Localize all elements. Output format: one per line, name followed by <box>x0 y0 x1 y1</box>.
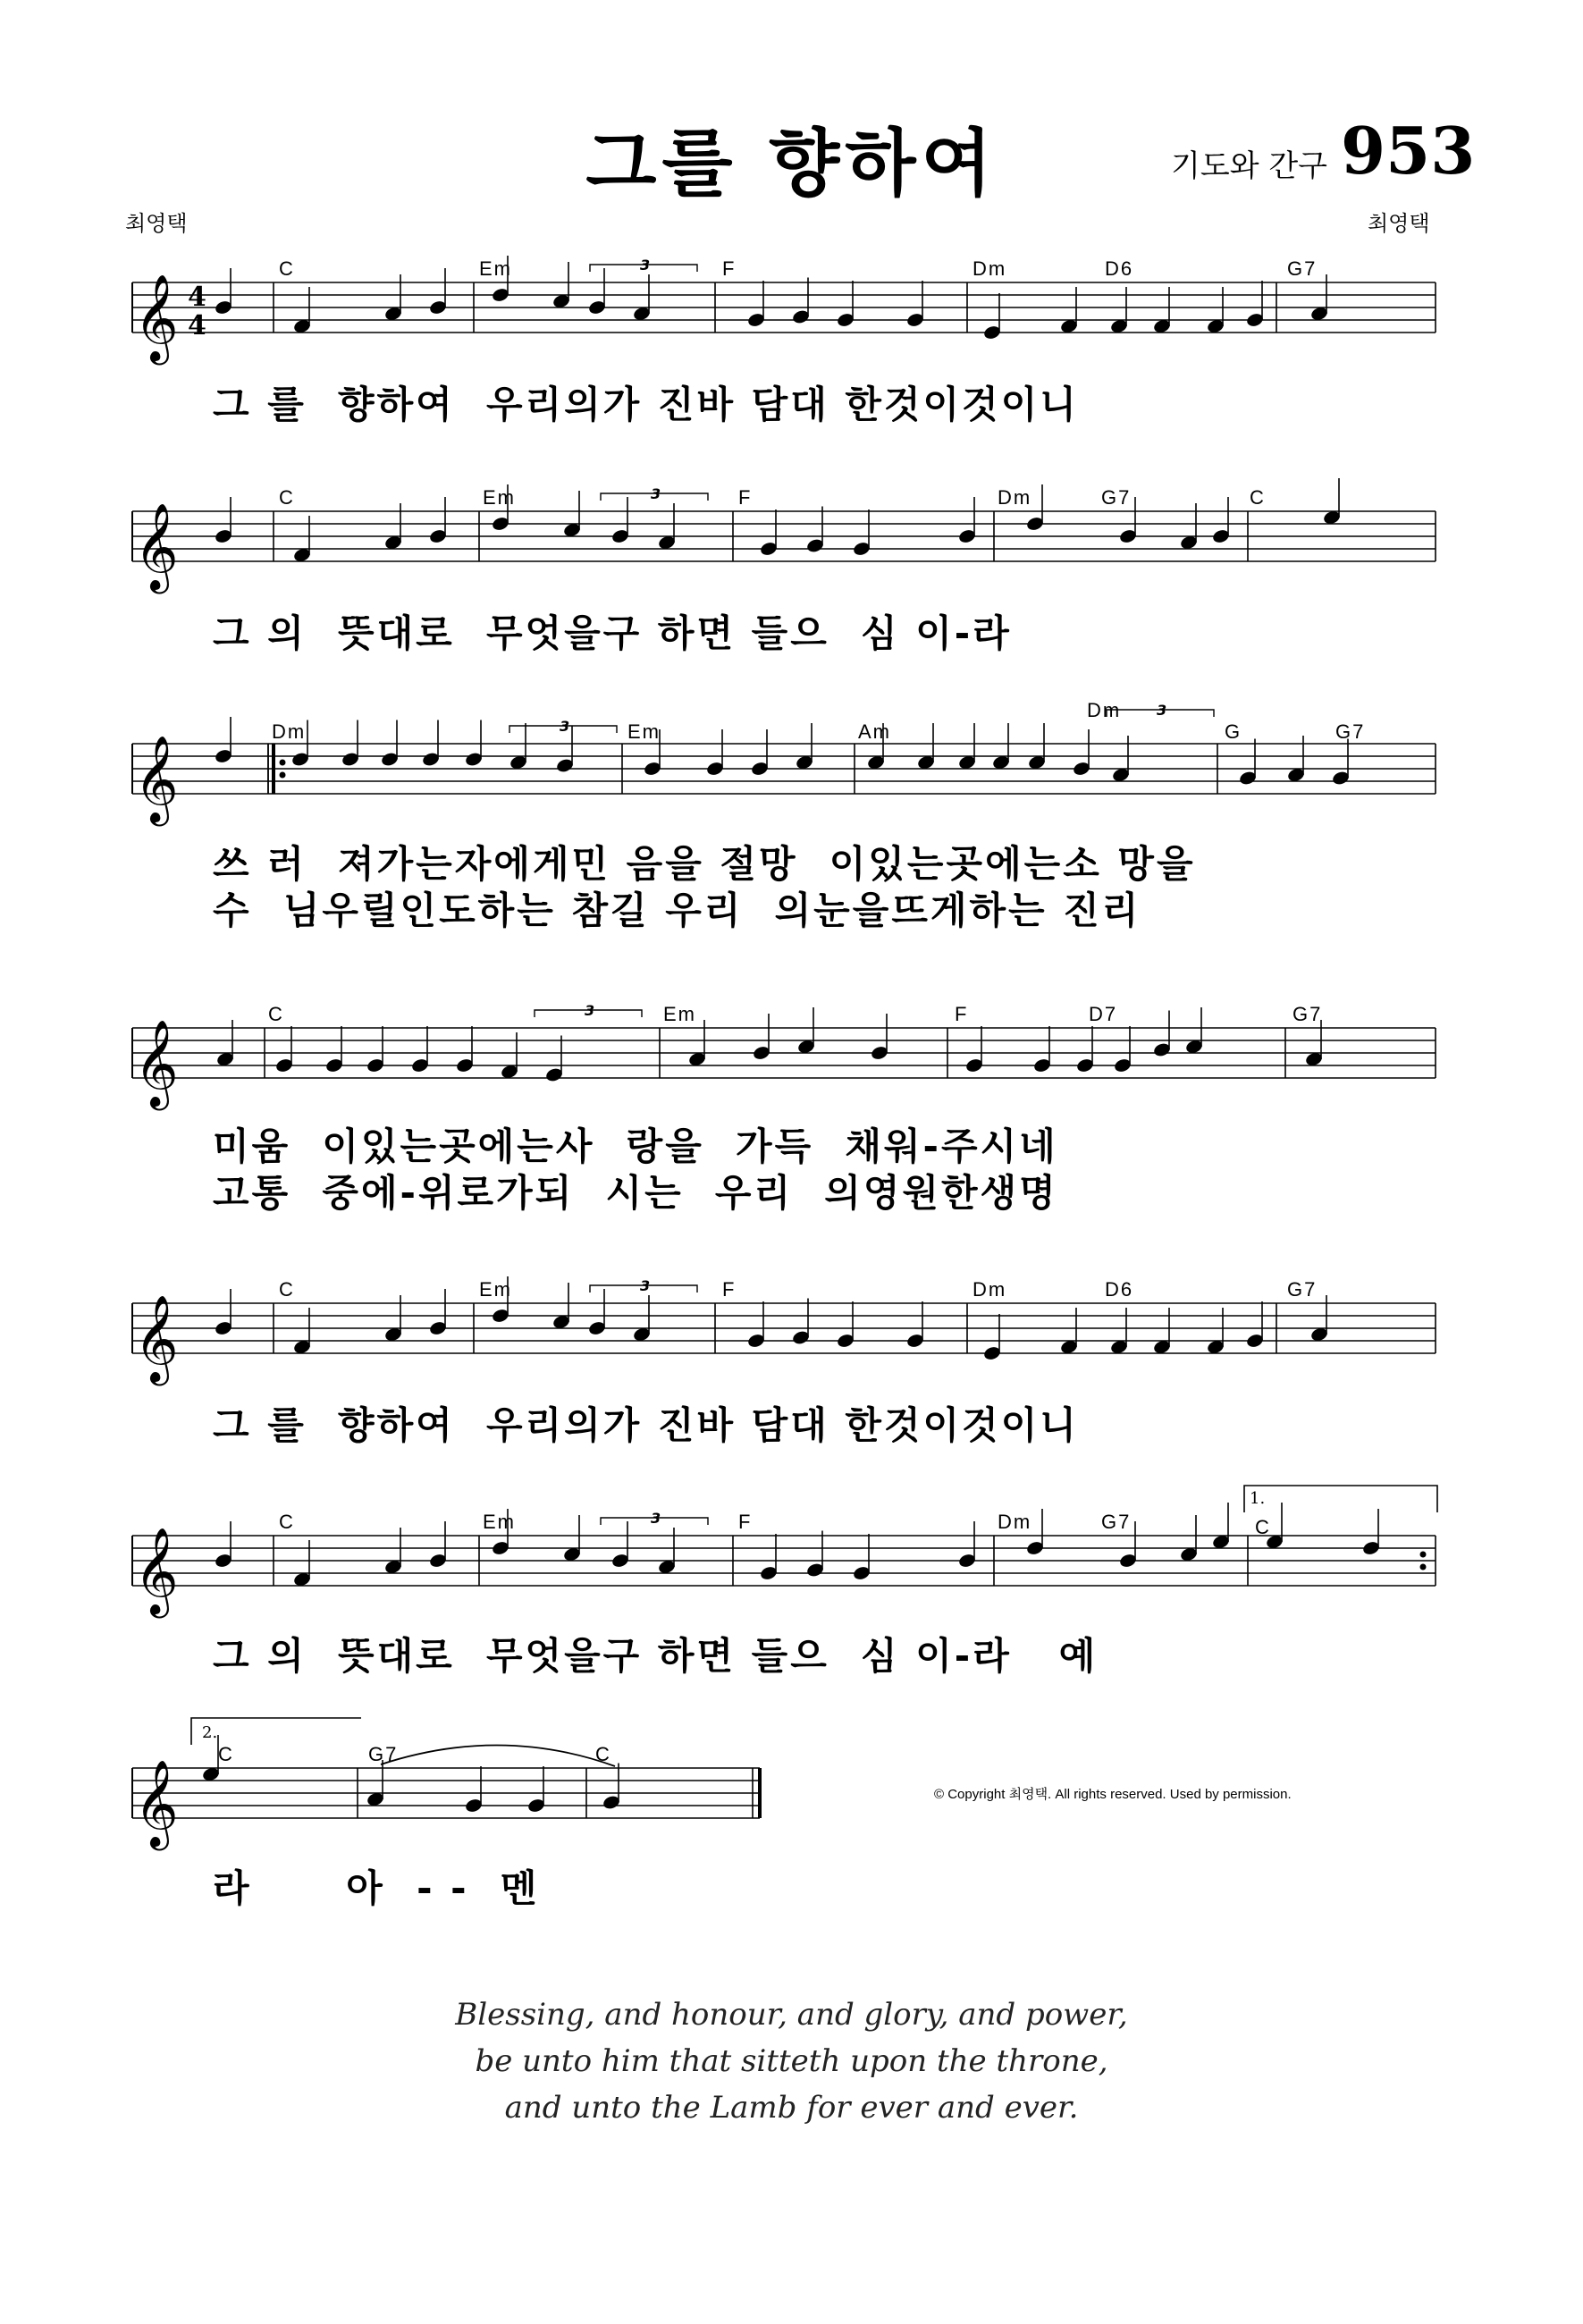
hymn-number: 953 <box>1341 113 1476 189</box>
chord-symbol: G7 <box>1101 486 1132 509</box>
repeat-dot <box>1420 1564 1427 1570</box>
triplet-mark: 3 <box>651 485 661 502</box>
treble-clef-icon: 𝄞 <box>134 274 179 361</box>
verse-line: be unto him that sitteth upon the throne, <box>475 2043 1108 2079</box>
lyric-line: 그 의 뜻대로 무엇을구 하면 들으 심 이-라 예 <box>213 1634 1099 1678</box>
chord-symbol: F <box>738 486 753 509</box>
copyright-notice: © Copyright 최영택. All rights reserved. Used by permission. <box>934 1787 1292 1802</box>
chord-symbol: G7 <box>1287 1278 1318 1301</box>
time-signature: 4 <box>188 310 206 341</box>
chord-symbol: F <box>955 1003 969 1025</box>
chord-symbol: Em <box>627 720 661 743</box>
chord-symbol: G <box>1225 720 1242 743</box>
chord-symbol: C <box>279 486 295 509</box>
chord-symbol: F <box>738 1511 753 1533</box>
chord-symbol: C <box>279 1511 295 1533</box>
lyric-line: 그 를 향하여 우리의가 진바 담대 한것이것이니 <box>213 1403 1079 1447</box>
chord-symbol: Em <box>483 486 516 509</box>
lyric-line: 고통 중에-위로가되 시는 우리 의영원한생명 <box>213 1171 1058 1215</box>
repeat-dot <box>280 772 286 779</box>
chord-symbol: G7 <box>1101 1511 1132 1533</box>
volta-bracket <box>1244 1486 1437 1512</box>
slur <box>381 1745 615 1766</box>
triplet-mark: 3 <box>640 1277 651 1294</box>
chord-symbol: G7 <box>1293 1003 1323 1025</box>
chord-symbol: Dm <box>973 1278 1007 1301</box>
chord-symbol: C <box>1250 486 1266 509</box>
chord-symbol: Dm <box>272 720 307 743</box>
treble-clef-icon: 𝄞 <box>134 502 179 590</box>
chord-symbol: Em <box>483 1511 516 1533</box>
chord-symbol: C <box>218 1743 234 1765</box>
volta-1: 1. <box>1250 1489 1266 1508</box>
lyricist: 최영택 <box>125 211 188 236</box>
lyric-line: 수 님우릴인도하는 참길 우리 의눈을뜨게하는 진리 <box>213 888 1141 932</box>
repeat-dot <box>280 760 286 766</box>
composer: 최영택 <box>1368 211 1430 236</box>
time-signature: 4 <box>188 282 206 313</box>
triplet-mark: 3 <box>585 1002 595 1019</box>
triplet-mark: 3 <box>640 257 651 274</box>
chord-symbol: G7 <box>368 1743 399 1765</box>
chord-symbol: G7 <box>1335 720 1366 743</box>
page-title: 그를 향하여 <box>585 122 998 206</box>
chord-symbol: Em <box>479 257 512 280</box>
volta-2: 2. <box>202 1723 218 1742</box>
verse-line: and unto the Lamb for ever and ever. <box>504 2090 1079 2126</box>
lyric-line: 라 아 - - 멘 <box>213 1866 540 1910</box>
chord-symbol: Dm <box>973 257 1007 280</box>
chord-symbol: Em <box>479 1278 512 1301</box>
treble-clef-icon: 𝄞 <box>134 1294 179 1382</box>
repeat-dot <box>1420 1552 1427 1558</box>
chord-symbol: D6 <box>1105 257 1134 280</box>
chord-symbol: G7 <box>1287 257 1318 280</box>
chord-symbol: Dm <box>998 1511 1032 1533</box>
chord-symbol: D6 <box>1105 1278 1134 1301</box>
lyric-line: 그 의 뜻대로 무엇을구 하면 들으 심 이-라 <box>213 611 1012 655</box>
chord-symbol: Dm <box>998 486 1032 509</box>
chord-symbol: C <box>1255 1516 1271 1538</box>
triplet-mark: 3 <box>560 718 570 735</box>
chord-symbol: Dm <box>1087 699 1122 721</box>
chord-symbol: Am <box>858 720 891 743</box>
treble-clef-icon: 𝄞 <box>134 1527 179 1614</box>
triplet-mark: 3 <box>651 1510 661 1527</box>
lyric-line: 미움 이있는곳에는사 랑을 가득 채워-주시네 <box>213 1124 1058 1168</box>
treble-clef-icon: 𝄞 <box>134 1759 179 1847</box>
lyric-line: 그 를 향하여 우리의가 진바 담대 한것이것이니 <box>213 383 1079 426</box>
chord-symbol: C <box>268 1003 284 1025</box>
chord-symbol: C <box>595 1743 611 1765</box>
chord-symbol: C <box>279 257 295 280</box>
triplet-mark: 3 <box>1157 702 1167 719</box>
chord-symbol: C <box>279 1278 295 1301</box>
chord-symbol: F <box>722 257 737 280</box>
treble-clef-icon: 𝄞 <box>134 735 179 822</box>
chord-symbol: Em <box>663 1003 696 1025</box>
chord-symbol: F <box>722 1278 737 1301</box>
chord-symbol: D7 <box>1089 1003 1118 1025</box>
hymn-section: 기도와 간구 <box>1171 148 1328 184</box>
lyric-line: 쓰 러 져가는자에게민 음을 절망 이있는곳에는소 망을 <box>213 842 1196 886</box>
treble-clef-icon: 𝄞 <box>134 1019 179 1107</box>
verse-line: Blessing, and honour, and glory, and power, <box>455 1997 1128 2033</box>
